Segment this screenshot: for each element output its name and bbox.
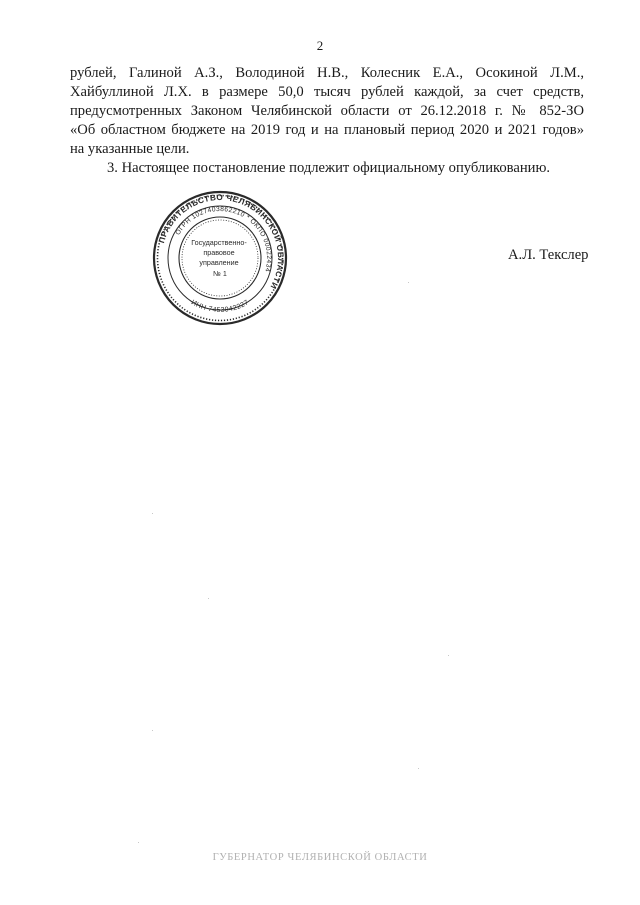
- footer-watermark: ГУБЕРНАТОР ЧЕЛЯБИНСКОЙ ОБЛАСТИ: [212, 852, 428, 863]
- text-line: «Об областном бюджете на 2019 год и на плановый период 2020 и 2021 годов»: [70, 122, 584, 138]
- seal-center-text: Государственно- правовое управление № 1: [191, 238, 247, 278]
- scan-speck: [152, 513, 153, 514]
- text-line: Хайбуллиной Л.Х. в размере 50,0 тысяч рублей каждой, за счет средств,: [70, 84, 584, 100]
- official-seal: [152, 190, 288, 326]
- scan-speck: [418, 768, 419, 769]
- scan-speck: [448, 655, 449, 656]
- seal-outer-ring-text: ПРАВИТЕЛЬСТВО ЧЕЛЯБИНСКОЙ ОБЛАСТИ: [157, 192, 286, 291]
- page-number: 2: [316, 38, 324, 53]
- scan-speck: [138, 842, 139, 843]
- text-line: рублей, Галиной А.З., Володиной Н.В., Колесник Е.А., Осокиной Л.М.,: [70, 65, 584, 81]
- seal-bottom-text: ИНН 7453042227: [189, 299, 251, 315]
- text-line: предусмотренных Законом Челябинской области от 26.12.2018 г. № 852-ЗО: [70, 103, 584, 119]
- text-line: на указанные цели.: [70, 141, 190, 157]
- scan-speck: [152, 730, 153, 731]
- scan-speck: [208, 598, 209, 599]
- paragraph-continuation: [70, 64, 584, 159]
- paragraph-publication-clause: 3. Настоящее постановление подлежит официальному опубликованию.: [107, 160, 551, 176]
- signatory-name: А.Л. Текслер: [508, 247, 589, 263]
- document-body: [70, 64, 584, 178]
- seal-inner-ring-text: ОГРН 1027403862210 * ОКПО 00022434: [174, 205, 273, 273]
- scan-speck: [408, 282, 409, 283]
